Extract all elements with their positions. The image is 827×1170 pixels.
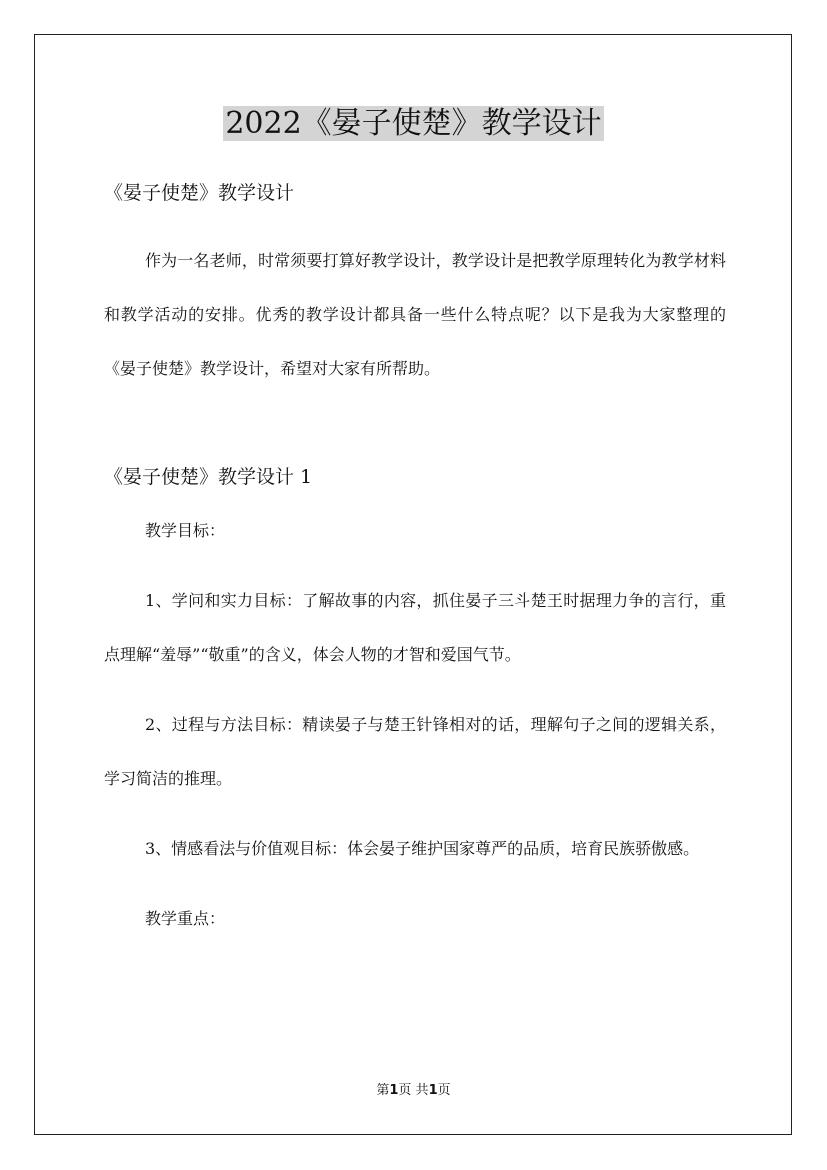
page-footer: [0, 1082, 827, 1100]
goal-2-paragraph: 2、过程与方法目标：精读晏子与楚王针锋相对的话，理解句子之间的逻辑关系，学习简洁的推理。: [104, 715, 726, 788]
footer-page-number: 1: [389, 1083, 399, 1098]
document-title: [0, 104, 827, 144]
goal-3-paragraph: 3、情感看法与价值观目标：体会晏子维护国家尊严的品质，培育民族骄傲感。: [145, 839, 700, 858]
intro-paragraph: 作为一名老师，时常须要打算好教学设计，教学设计是把教学原理转化为教学材料和教学活动的安排。优秀的教学设计都具备一些什么特点呢？以下是我为大家整理的《晏子使楚》教学设计，希望对大家有所帮助。: [104, 251, 726, 378]
document-title-text: 2022《晏子使楚》教学设计: [225, 106, 602, 141]
footer-page-mid: 页 共: [398, 1083, 429, 1098]
document-subtitle: 《晏子使楚》教学设计: [104, 182, 295, 204]
footer-page-total: 1: [428, 1083, 438, 1098]
section-title: 《晏子使楚》教学设计 1: [104, 466, 313, 488]
footer-page-prefix: 第: [376, 1083, 390, 1098]
goal-1-paragraph: 1、学问和实力目标：了解故事的内容，抓住晏子三斗楚王时据理力争的言行，重点理解“羞辱”“敬重”的含义，体会人物的才智和爱国气节。: [104, 591, 726, 664]
footer-page-suffix: 页: [437, 1083, 451, 1098]
goals-heading: 教学目标：: [145, 521, 226, 540]
document-body: [104, 178, 726, 962]
focus-heading: 教学重点：: [145, 909, 226, 928]
